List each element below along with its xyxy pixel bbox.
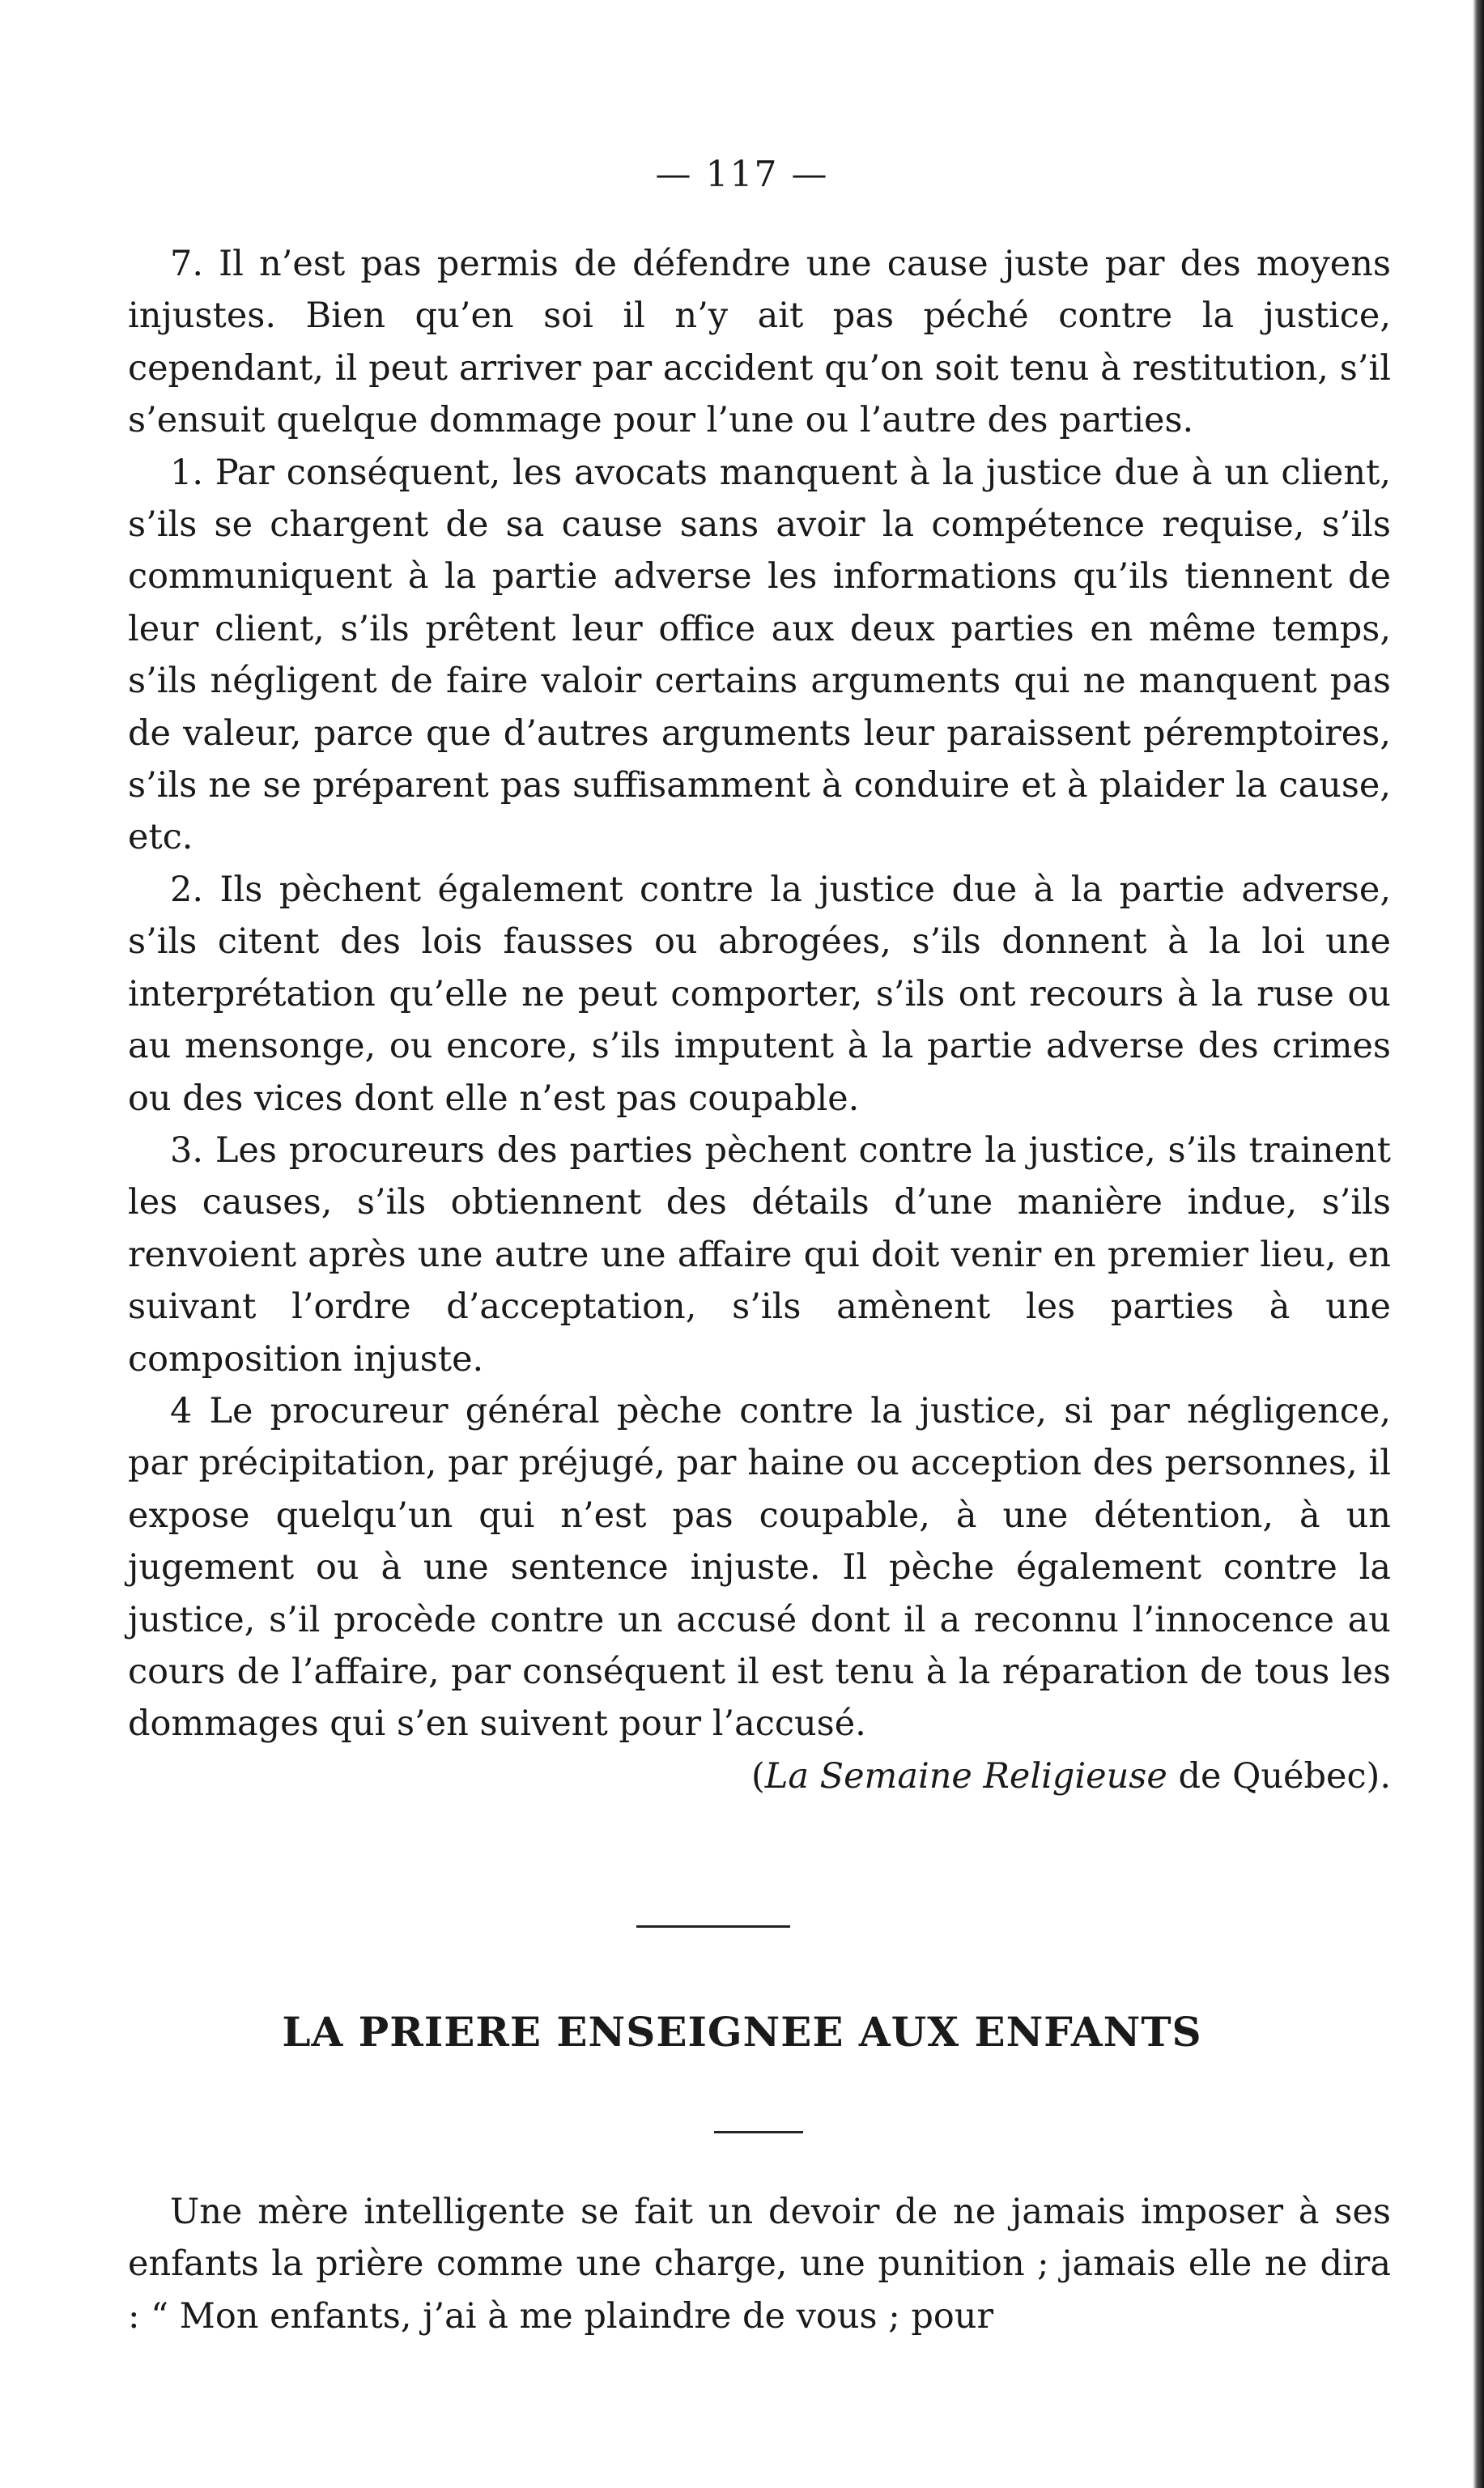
paragraph-3-procureurs: 3. Les procureurs des parties pèchent contre la justice, s’ils trainent les causes, s’ils obtiennent des détails d’une manière indue, s’ils renvoient après une autre une affaire qui doit venir en premier lieu, en suivant l’ordre d’acceptation, s’ils amènent les parties à une composition injuste. [128, 1129, 1391, 1380]
article-body [128, 238, 1391, 1802]
paragraph-1-avocats: 1. Par conséquent, les avocats manquent à la justice due à un client, s’ils se chargent de sa cause sans avoir la compétence requise, s’ils communiquent à la partie adverse les informations qu’ils tiennent de leur client, s’ils prêtent leur office aux deux parties en même temps, s’ils négligent de faire valoir certains arguments qui ne manquent pas de valeur, parce que d’autres arguments leur paraissent péremptoires, s’ils ne se préparent pas suffisamment à conduire et à plaider la cause, etc. [128, 452, 1391, 858]
section-title: LA PRIERE ENSEIGNEE AUX ENFANTS [282, 2008, 1202, 2056]
page-number: — 117 — [655, 154, 829, 195]
section-paragraph: Une mère intelligente se fait un devoir de ne jamais imposer à ses enfants la prière comme une charge, une punition ; jamais elle ne dira : “ Mon enfants, j’ai à me plaindre de vous ; pour [128, 2192, 1391, 2337]
citation-open: ( [751, 1755, 765, 1797]
section-body [128, 2186, 1391, 2342]
title-underline [714, 2131, 803, 2133]
paragraph-2-partie-adverse: 2. Ils pèchent également contre la justice due à la partie adverse, s’ils citent des lois fausses ou abrogées, s’ils donnent à la loi une interprétation qu’elle ne peut comporter, s’ils ont recours à la ruse ou au mensonge, ou encore, s’ils imputent à la partie adverse des crimes ou des vices dont elle n’est pas coupable. [128, 869, 1391, 1119]
section-divider [636, 1925, 790, 1928]
citation-source: La Semaine Religieuse [764, 1755, 1167, 1797]
citation-rest: de Québec). [1167, 1755, 1391, 1797]
paragraph-4-procureur-general: 4 Le procureur général pèche contre la justice, si par négligence, par précipitation, par préjugé, par haine ou acception des personnes, il expose quelqu’un qui n’est pas coupable, à une détention, à un jugement ou à une sentence injuste. Il pèche également contre la justice, s’il procède contre un accusé dont il a reconnu l’innocence au cours de l’affaire, par conséquent il est tenu à la réparation de tous les dommages qui s’en suivent pour l’accusé. [128, 1390, 1391, 1745]
scan-edge-shadow [1473, 0, 1484, 2488]
citation-line [128, 1750, 1391, 1802]
paragraph-7: 7. Il n’est pas permis de défendre une cause juste par des moyens injustes. Bien qu’en soi il n’y ait pas péché contre la justice, cependant, il peut arriver par accident qu’on soit tenu à restitution, s’il s’ensuit quelque dommage pour l’une ou l’autre des parties. [128, 244, 1391, 441]
